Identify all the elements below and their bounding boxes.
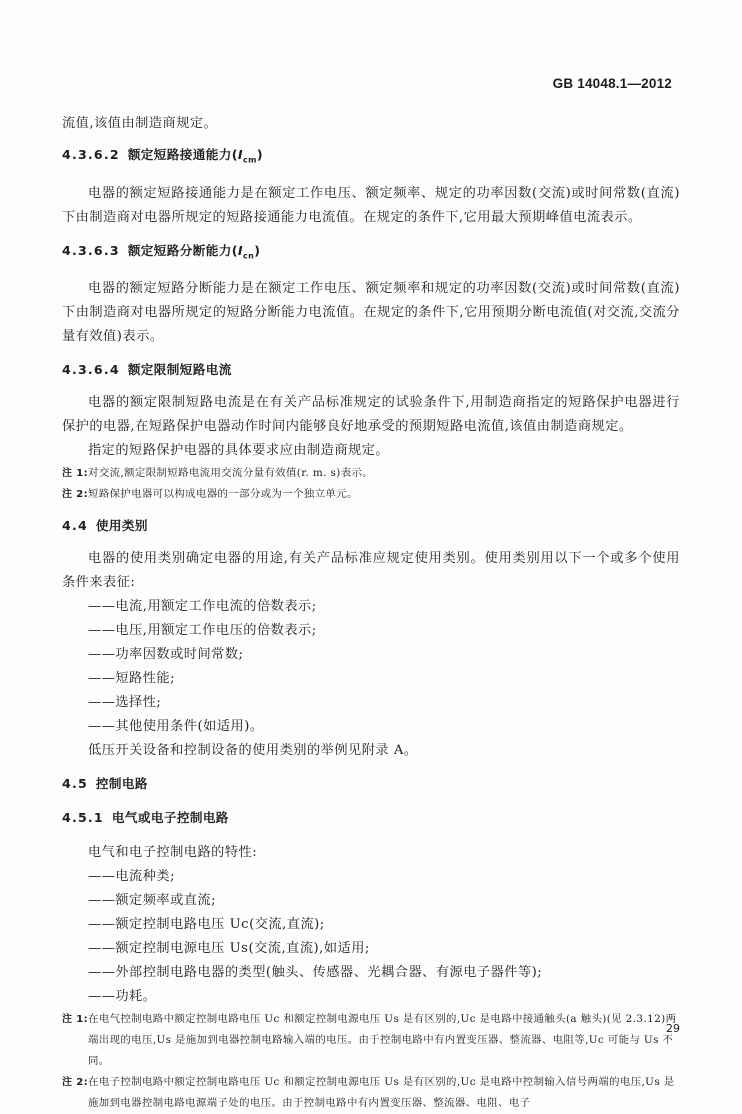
page-content [62, 112, 680, 1114]
note-text: 短路保护电器可以构成电器的一部分或为一个独立单元。 [88, 488, 358, 501]
section-title: 使用类别 [95, 518, 148, 534]
list-item: ——电压,用额定工作电压的倍数表示; [88, 623, 317, 639]
heading-4-5 [62, 773, 680, 795]
section-number: 4.4 [62, 518, 88, 534]
note-1 [62, 1009, 680, 1072]
symbol: I [237, 147, 244, 162]
close-paren: ) [256, 147, 264, 162]
heading-4-3-6-2 [62, 144, 680, 172]
list-item: ——额定频率或直流; [88, 893, 217, 909]
note-text: 对交流,额定限制短路电流用交流分量有效值(r. m. s)表示。 [88, 467, 374, 480]
section-number: 4.3.6.2 [62, 147, 120, 162]
note-label: 注 2: [62, 1077, 89, 1089]
section-title: 额定短路接通能力( [127, 147, 238, 162]
control-circuit-characteristics-list [62, 865, 680, 1009]
list-item: ——功耗。 [88, 989, 157, 1005]
usage-conditions-list [62, 595, 680, 739]
heading-4-3-6-3 [62, 240, 680, 268]
list-item: ——额定控制电源电压 Us(交流,直流),如适用; [88, 941, 370, 957]
symbol-subscript: cn [243, 251, 255, 261]
page-number: 29 [666, 1022, 680, 1035]
paragraph-4-4: 电器的使用类别确定电器的用途,有关产品标准应规定使用类别。使用类别用以下一个或多个使用条件来表征: [62, 551, 680, 591]
list-item: ——电流,用额定工作电流的倍数表示; [88, 599, 317, 615]
section-number: 4.3.6.3 [62, 242, 120, 258]
section-number: 4.5.1 [62, 810, 104, 826]
symbol-subscript: cm [243, 155, 257, 165]
paragraph-4-4-tail: 低压开关设备和控制设备的使用类别的举例见附录 A。 [88, 743, 418, 759]
paragraph-4-3-6-2: 电器的额定短路接通能力是在额定工作电压、额定频率、规定的功率因数(交流)或时间常数(直流)下由制造商对电器所规定的短路接通能力电流值。在规定的条件下,它用最大预期峰值电流表示。 [62, 185, 680, 225]
list-item: ——电流种类; [88, 869, 176, 885]
section-number: 4.3.6.4 [62, 362, 120, 378]
section-number: 4.5 [62, 776, 88, 792]
section-title: 额定限制短路电流 [127, 362, 232, 378]
close-paren: ) [254, 242, 261, 258]
note-text: 在电子控制电路中额定控制电路电压 Uc 和额定控制电源电压 Us 是有区别的,Uc 是电路中控制输入信号两端的电压,Us 是施加到电器控制电路电源端子处的电压。由于控制电路中有内置变压器、整流器、电阻、电子 [88, 1076, 675, 1110]
paragraph-4-3-6-4: 电器的额定限制短路电流是在有关产品标准规定的试验条件下,用制造商指定的短路保护电器进行保护的电器,在短路保护电器动作时间内能够良好地承受的预期短路电流值,该值由制造商规定。 [62, 395, 680, 435]
list-item: ——功率因数或时间常数; [88, 647, 244, 663]
heading-4-3-6-4 [62, 359, 680, 381]
list-item: ——其他使用条件(如适用)。 [88, 719, 264, 735]
list-item: ——短路性能; [88, 671, 176, 687]
paragraph-4-3-6-4-b: 指定的短路保护电器的具体要求应由制造商规定。 [88, 443, 390, 459]
note-label: 注 1: [62, 468, 89, 480]
list-item: ——外部控制电路电器的类型(触头、传感器、光耦合器、有源电子器件等); [88, 965, 543, 981]
symbol: I [237, 242, 244, 258]
paragraph-4-3-6-3: 电器的额定短路分断能力是在额定工作电压、额定频率和规定的功率因数(交流)或时间常数(直流)下由制造商对电器所规定的短路分断能力电流值。在规定的条件下,它用预期分断电流值(对交流,交流分量有效值)表示。 [62, 281, 680, 345]
note-1 [62, 463, 680, 484]
heading-4-5-1 [62, 807, 680, 829]
section-title: 控制电路 [95, 776, 148, 792]
note-2 [62, 1072, 680, 1114]
note-text: 在电气控制电路中额定控制电路电压 Uc 和额定控制电源电压 Us 是有区别的,Uc 是电路中接通触头(a 触头)(见 2.3.12)两端出现的电压,Us 是施加到电器控制电路输入端的电压。由于控制电路中有内置变压器、整流器、电阻等,Uc 可能与 Us 不同。 [88, 1013, 677, 1068]
note-label: 注 2: [62, 489, 89, 501]
list-item: ——选择性; [88, 695, 162, 711]
standard-code: GB 14048.1—2012 [552, 76, 672, 91]
note-label: 注 1: [62, 1014, 89, 1026]
heading-4-4 [62, 515, 680, 537]
continued-line: 流值,该值由制造商规定。 [62, 116, 218, 131]
note-2 [62, 484, 680, 505]
section-title: 额定短路分断能力( [127, 242, 238, 258]
list-item: ——额定控制电路电压 Uc(交流,直流); [88, 917, 325, 933]
paragraph-4-5-1: 电气和电子控制电路的特性: [88, 845, 258, 861]
section-title: 电气或电子控制电路 [111, 810, 229, 826]
